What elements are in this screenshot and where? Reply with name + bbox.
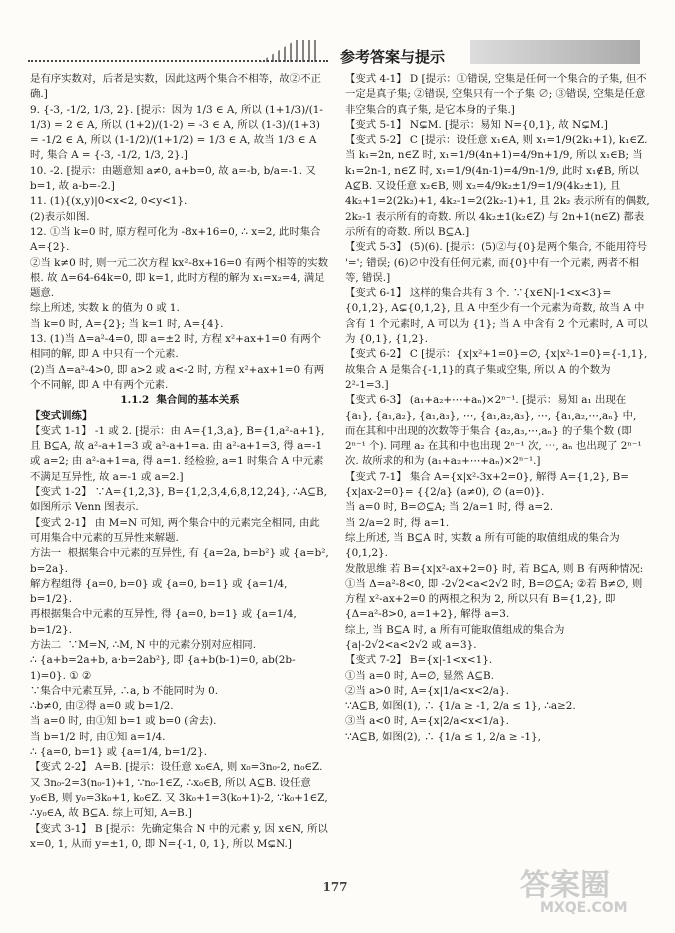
variant-7-1: 【变式 7-1】 集合 A={x|x²-3x+2=0}, 解得 A={1,2}, B={x|ax-2=0}= {{2/a} (a≠0), ∅ (a=0)}.: [345, 470, 630, 499]
header-band: [470, 40, 640, 64]
answer-10: 10. -2. [提示：由题意知 a≠0, a+b=0, 故 a=-b, b/a=-1. 又 b=1, 故 a-b=-2.]: [30, 164, 320, 193]
answer-9: 9. {-3, -1/2, 1/3, 2}. [提示：因为 1/3 ∈ A, 所以 (1+1/3)/(1-1/3) = 2 ∈ A, 所以 (1+2)/(1-2) = -3 ∈ A, 所以 (1-3)/(1+3) = -1/2 ∈ A, 所以 (1-1/2)/(1+1/2) = 1/3 ∈ A, 故当 1/3 ∈ A 时, 集合 A = {-3, -1/2, 1/3, 2}.]: [30, 103, 324, 162]
header-rule: [28, 60, 328, 66]
variant-2-2: 【变式 2-2】 A=B. [提示：设任意 x₀∈A, 则 x₀=3n₀-2, n₀∈Z. 又 3n₀-2=3(n₀-1)+1, ∵n₀-1∈Z, ∴x₀∈B, 所以 A⊆B. 设任意 y₀∈B, 则 y₀=3k₀+1, k₀∈Z. 又 3k₀+1=3(k₀+1)-2, ∵k₀+1∈Z, ∴y₀∈A, 故 B⊆A. 综上可知, A=B.]: [30, 761, 331, 820]
answer-12-2: ②当 k≠0 时, 则一元二次方程 kx²-8x+16=0 有两个相等的实数根. 故 Δ=64-64k=0, 即 k=1, 此时方程的解为 x₁=x₂=4, 满足题意.: [30, 256, 329, 300]
variant-2-1: 【变式 2-1】 由 M=N 可知, 两个集合中的元素完全相同, 由此可用集合中元素的互异性来解题.: [30, 516, 320, 544]
answer-11: 11. (1){(x,y)|0<x<2, 0<y<1}.: [30, 195, 188, 208]
method-1: 方法一 根据集合中元素的互异性, 有 {a=2a, b=b²} 或 {a=b², b=2a}.: [30, 547, 333, 575]
variant-5-3: 【变式 5-3】 (5)(6). [提示：(5)②与{0}是两个集合, 不能用符号 '='; 错误; (6)∅中没有任何元素, 而{0}中有一个元素, 两者不相等, 错误.]: [345, 241, 651, 284]
variant-5-2: 【变式 5-2】 C [提示：设任意 x₁∈A, 则 x₁=1/9(2k₁+1), k₁∈Z. 当 k₁=2n, n∈Z 时, x₁=1/9(4n+1)=4/9n+1/9, 所以 x₁∈B; 当 k₁=2n-1, n∈Z 时, x₁=1/9(4n-1)=4/9n-1/9, 此时 x₁∉B, 所以 A⊈B. 又设任意 x₂∈B, 则 x₂=4/9k₂±1/9=1/9(4k₂±1), 且 4k₂+1=2(2k₂)+1, 4k₂-1=2(2k₂-1)+1, 且 2k₂ 表示所有的偶数, 2k₂-1 表示所有的奇数. 所以 4k₂±1(k₂∈Z) 与 2n+1(n∈Z) 都表示所有的奇数. 所以 B⊆A.]: [345, 134, 653, 238]
watermark-logo: 答案圈: [520, 868, 610, 903]
header-decoration: [260, 40, 320, 62]
method-1-3: 再根据集合中元素的互异性, 得 {a=0, b=1} 或 {a=1/4, b=1/2}.: [30, 608, 301, 636]
variant-7-1-2: 当 a=0 时, B=∅⊆A; 当 2/a=1 时, 得 a=2.: [345, 501, 554, 514]
method-2-2: ∴ {a+b=2a+b, a·b=2ab²}, 即 {a+b(b-1)=0, ab(2b-1)=0}. ① ②: [30, 654, 296, 682]
answer-12-4: 当 k=0 时, A={2}; 当 k=1 时, A={4}.: [30, 317, 224, 330]
answer-12: 12. ①当 k=0 时, 原方程可化为 -8x+16=0, ∴ x=2, 此时集合 A={2}.: [30, 225, 324, 254]
answer-12-3: 综上所述, 实数 k 的值为 0 或 1.: [30, 302, 180, 315]
variant-7-2-1: ①当 a=0 时, A=∅, 显然 A⊆B.: [345, 669, 494, 682]
variant-7-2-5: ∵A⊆B, 如图(2), ∴ {1/a ≤ 1, 2/a ≥ -1},: [345, 730, 541, 743]
variant-4-1: 【变式 4-1】 D [提示：①错误, 空集是任何一个集合的子集, 但不一定是真子集; ②错误, 空集只有一个子集 ∅; ③错误, 空集是任意非空集合的真子集, 是它本身的子集.]: [345, 73, 647, 116]
method-2-7: ∴ {a=0, b=1} 或 {a=1/4, b=1/2}.: [30, 746, 208, 759]
method-2: 方法二 ∵M=N, ∴M, N 中的元素分别对应相同.: [30, 638, 257, 651]
method-1-2: 解方程组得 {a=0, b=0} 或 {a=0, b=1} 或 {a=1/4, b=1/2}.: [30, 577, 291, 606]
variant-7-1-4: 综上所述, 当 B⊆A 时, 实数 a 所有可能的取值组成的集合为 {0,1,2}.: [345, 531, 623, 560]
right-column: [345, 72, 653, 745]
variant-1-2: 【变式 1-2】 ∵A={1,2,3}, B={1,2,3,4,6,8,12,24}, ∴A⊆B, 如图所示 Venn 图表示.: [30, 486, 331, 514]
variant-1-1: 【变式 1-1】 -1 或 2. [提示：由 A={1,3,a}, B={1,a²-a+1}, 且 B⊆A, 故 a²-a+1=3 或 a²-a+1=a. 由 a²-a+1=3, 得 a=-1 或 a=2; 由 a²-a+1=a, 得 a=1. 经检验, a=1 时集合 A 中元素不满足互异性, 故 a=-1 或 a=2.]: [30, 424, 328, 483]
variant-5-1: 【变式 5-1】 N⊊M. [提示：易知 N={0,1}, 故 N⊊M.]: [345, 118, 608, 131]
left-column: [30, 72, 333, 852]
divergent-summary: 综上, 当 B⊆A 时, a 所有可能取值组成的集合为 {a|-2√2<a<2√2 或 a=3}.: [345, 623, 568, 651]
variant-6-1: 【变式 6-1】 这样的集合共有 3 个. ∵{x∈N|-1<x<3}={0,1,2}, A⊊{0,1,2}, 且 A 中至少有一个元素为奇数, 故当 A 中含有 1 个元素时, A 可以为 {1}; 当 A 中含有 2 个元素时, A 可以为 {0,1}, {1,2}.: [345, 287, 648, 346]
variant-7-2: 【变式 7-2】 B={x|-1<x<1}.: [345, 654, 493, 667]
variant-heading: 【变式训练】: [30, 409, 93, 422]
answer-13: 13. (1)当 Δ=a²-4=0, 即 a=±2 时, 方程 x²+ax+1=0 有两个相同的解, 即 A 中只有一个元素.: [30, 333, 322, 361]
page-number: 177: [322, 880, 348, 894]
method-2-4: ∴b≠0, 由②得 a=0 或 b=1/2.: [30, 700, 174, 713]
method-2-5: 当 a=0 时, 由①知 b=1 或 b=0 (舍去).: [30, 715, 217, 728]
variant-6-2: 【变式 6-2】 C [提示：{x|x²+1=0}=∅, {x|x²-1=0}={-1,1}, 故集合 A 是集合{-1,1}的真子集或空集, 所以 A 的个数为 2²-1=3.]: [345, 348, 651, 391]
divergent-thinking: 发散思维 若 B={x|x²-ax+2=0} 时, 若 B⊆A, 则 B 有两种情况: ①当 Δ=a²-8<0, 即 -2√2<a<2√2 时, B=∅⊆A; ②若 B≠∅, 则方程 x²-ax+2=0 的两根之积为 2, 所以只有 B={1,2}, 即 {Δ=a²-8>0, a=1+2}, 解得 a=3.: [345, 562, 647, 621]
variant-7-1-3: 当 2/a=2 时, 得 a=1.: [345, 516, 450, 529]
answer-13-2: (2)当 Δ=a²-4>0, 即 a>2 或 a<-2 时, 方程 x²+ax+1=0 有两个不同解, 即 A 中有两个元素.: [30, 363, 325, 391]
variant-6-3: 【变式 6-3】 (a₁+a₂+⋯+aₙ)×2ⁿ⁻¹. [提示：易知 a₁ 出现在{a₁}, {a₁,a₂}, {a₁,a₃}, ⋯, {a₁,a₂,a₃}, ⋯, {a₁,a₂,⋯,aₙ} 中, 而在其和中出现的次数等于集合 {a₂,a₃,⋯,aₙ} 的子集个数 (即 2ⁿ⁻¹ 个). 同理 a₂ 在其和中也出现 2ⁿ⁻¹ 次, ⋯, aₙ 也出现了 2ⁿ⁻¹ 次. 故所求的和为 (a₁+a₂+⋯+aₙ)×2ⁿ⁻¹.]: [345, 394, 645, 468]
method-2-6: 当 b=1/2 时, 由①知 a=1/4.: [30, 730, 166, 743]
page-header-title: 参考答案与提示: [340, 48, 446, 66]
variant-7-2-2: ②当 a>0 时, A={x|1/a<x<2/a}.: [345, 684, 509, 697]
variant-3-1: 【变式 3-1】 B [提示：先确定集合 N 中的元素 y, 因 x∈N, 所以 x=0, 1, 从而 y=±1, 0, 即 N={-1, 0, 1}, 所以 M⊊N.]: [30, 822, 332, 850]
answer-line: 是有序实数对，后者是实数，因此这两个集合不相等，故②不正确.]: [30, 73, 321, 101]
method-2-3: ∵集合中元素互异, ∴a, b 不能同时为 0.: [30, 684, 219, 697]
section-title: 1.1.2 集合间的基本关系: [120, 394, 240, 407]
variant-7-2-3: ∵A⊆B, 如图(1), ∴ {1/a ≥ -1, 2/a ≤ 1}, ∴a≥2.: [345, 700, 576, 713]
answer-11-2: (2)表示如图.: [30, 210, 90, 223]
watermark-url: MXQE.COM: [540, 900, 628, 916]
variant-7-2-4: ③当 a<0 时, A={x|2/a<x<1/a}.: [345, 715, 509, 728]
